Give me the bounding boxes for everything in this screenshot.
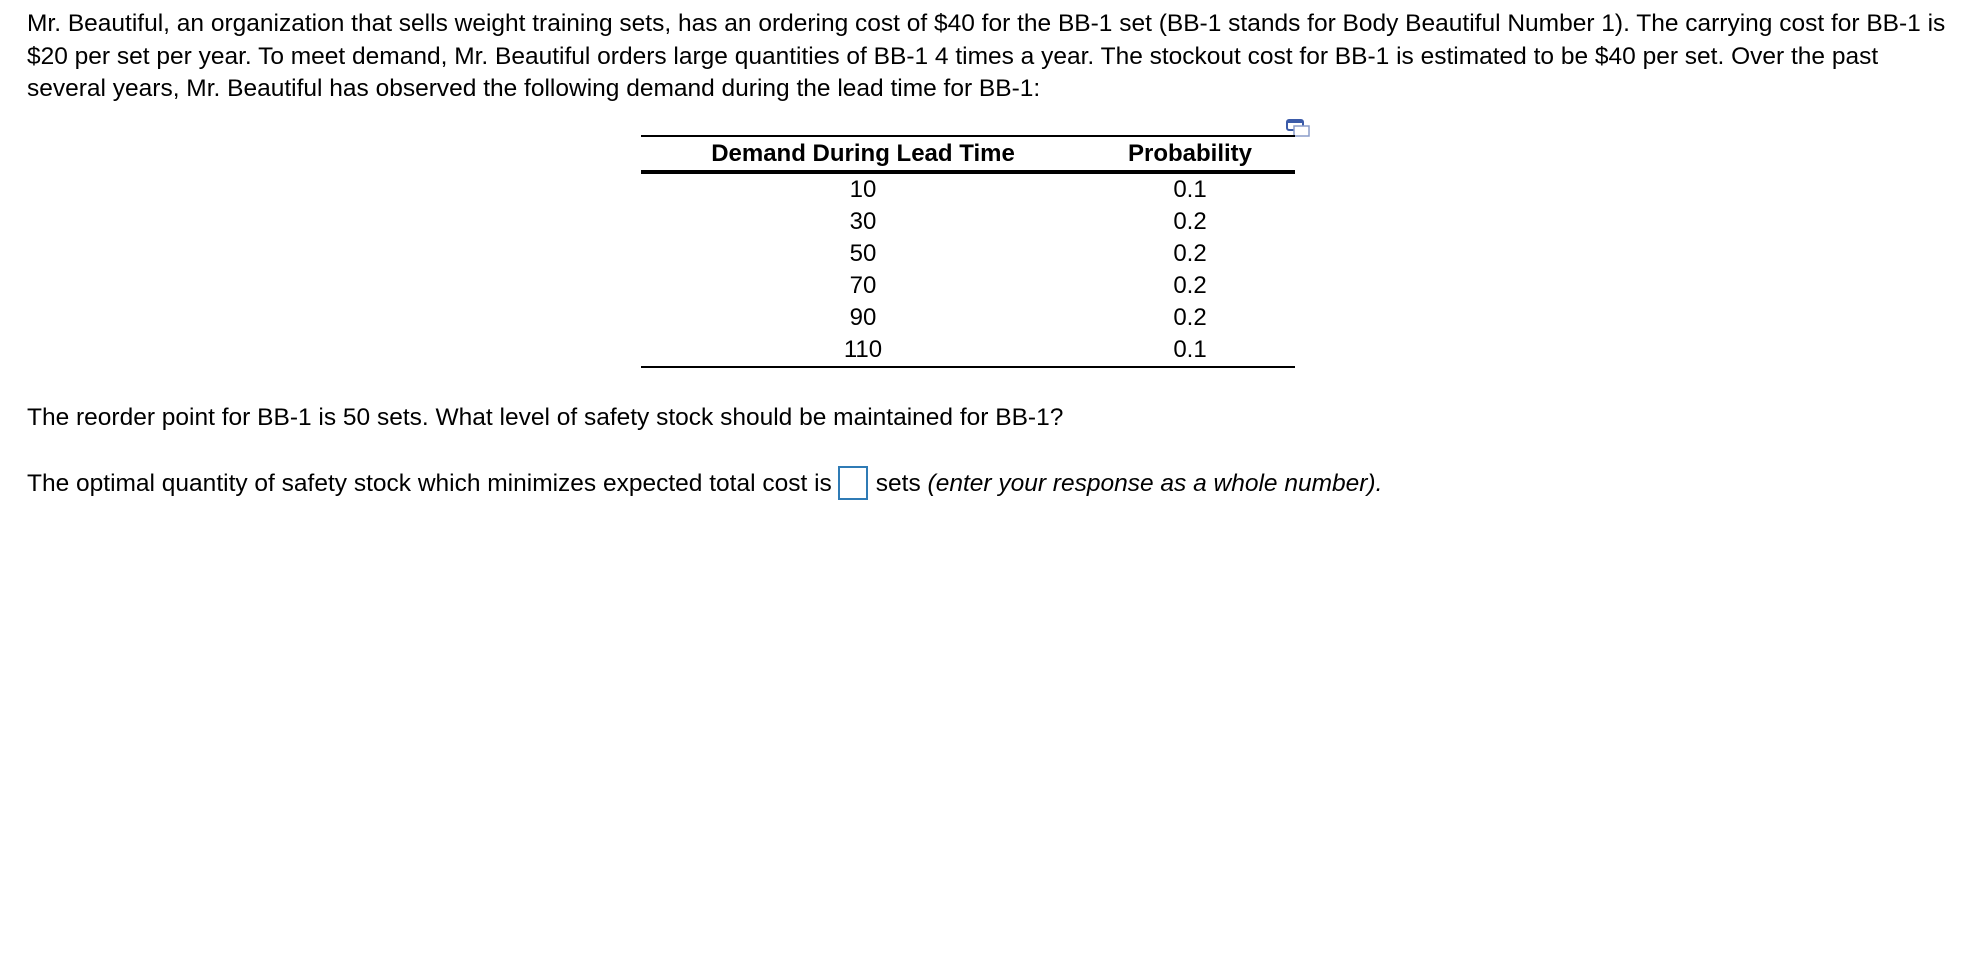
answer-hint: (enter your response as a whole number). bbox=[927, 470, 1383, 497]
table-row bbox=[641, 334, 1295, 367]
table-row bbox=[641, 206, 1295, 238]
demand-cell: 50 bbox=[849, 240, 877, 267]
demand-cell: 70 bbox=[849, 272, 877, 299]
table-row bbox=[641, 172, 1295, 206]
demand-table-wrapper bbox=[641, 135, 1295, 368]
answer-suffix: sets bbox=[875, 470, 921, 497]
problem-intro-text: Mr. Beautiful, an organization that sells weight training sets, has an ordering cost of $40 for the BB-1 set (BB-1 stands for Body Beautiful Number 1). The carrying cost for BB-1 is $20 per set per year. To meet demand, Mr. Beautiful orders large quantities of BB-1 4 times a year. The stockout cost for BB-1 is estimated to be $40 per set. Over the past several years, Mr. Beautiful has observed the following demand during the lead time for BB-1: bbox=[27, 10, 1946, 102]
demand-probability-table bbox=[641, 135, 1295, 368]
question-text: The reorder point for BB-1 is 50 sets. What level of safety stock should be maintained for BB-1? bbox=[27, 404, 1064, 431]
probability-cell: 0.1 bbox=[1173, 176, 1207, 203]
table-row bbox=[641, 238, 1295, 270]
column-header-demand: Demand During Lead Time bbox=[641, 136, 1085, 172]
probability-cell: 0.2 bbox=[1173, 240, 1207, 267]
table-row bbox=[641, 270, 1295, 302]
answer-input[interactable] bbox=[838, 466, 868, 500]
demand-cell: 90 bbox=[849, 304, 877, 331]
demand-cell: 110 bbox=[641, 334, 1085, 367]
column-header-probability: Probability bbox=[1085, 136, 1295, 172]
demand-cell: 30 bbox=[849, 208, 877, 235]
table-row bbox=[641, 302, 1295, 334]
demand-cell: 10 bbox=[849, 176, 877, 203]
probability-cell: 0.2 bbox=[1173, 208, 1207, 235]
probability-cell: 0.1 bbox=[1085, 334, 1295, 367]
answer-prefix: The optimal quantity of safety stock which minimizes expected total cost is bbox=[27, 470, 832, 497]
table-header-row bbox=[641, 136, 1295, 172]
probability-cell: 0.2 bbox=[1173, 304, 1207, 331]
probability-cell: 0.2 bbox=[1173, 272, 1207, 299]
answer-line bbox=[27, 466, 1382, 502]
